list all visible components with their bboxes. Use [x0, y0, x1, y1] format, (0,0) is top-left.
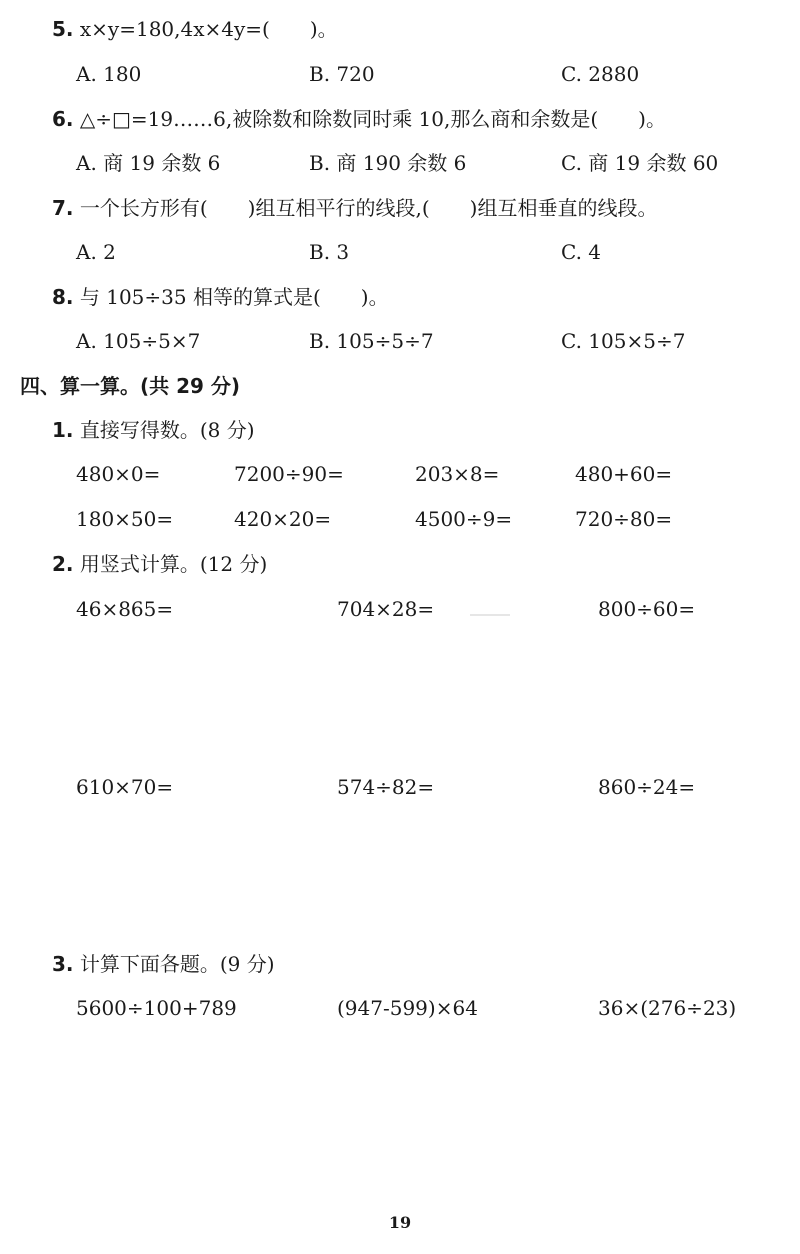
option-c: C. 105×5÷7	[561, 329, 686, 353]
option-b: B. 3	[309, 240, 350, 264]
oral-calc-item: 480×0=	[76, 462, 161, 486]
oral-calc-item: 203×8=	[415, 462, 500, 486]
part-1-heading	[52, 418, 255, 442]
scan-artifact	[470, 614, 510, 616]
oral-calc-item: 4500÷9=	[415, 507, 513, 531]
option-b: B. 720	[309, 62, 375, 86]
option-c: C. 4	[561, 240, 602, 264]
vertical-calc-item: 800÷60=	[598, 597, 696, 621]
section-title: 四、算一算。(共 29 分)	[20, 374, 241, 398]
question-stem: △÷□=19……6,被除数和除数同时乘 10,那么商和余数是( )。	[79, 107, 666, 131]
part-title: 直接写得数。(8 分)	[79, 418, 255, 442]
question-5	[52, 17, 338, 41]
question-6	[52, 107, 666, 131]
question-stem: 与 105÷35 相等的算式是( )。	[79, 285, 389, 309]
vertical-calc-item: 860÷24=	[598, 775, 696, 799]
option-c: C. 2880	[561, 62, 640, 86]
part-number: 2.	[52, 552, 74, 576]
oral-calc-item: 420×20=	[234, 507, 332, 531]
option-a: A. 2	[76, 240, 116, 264]
part-3-heading	[52, 952, 275, 976]
oral-calc-item: 480+60=	[575, 462, 673, 486]
question-number: 5.	[52, 17, 74, 41]
mixed-calc-item: 5600÷100+789	[76, 996, 237, 1020]
vertical-calc-item: 704×28=	[337, 597, 435, 621]
oral-calc-item: 7200÷90=	[234, 462, 344, 486]
question-7	[52, 196, 657, 220]
oral-calc-item: 720÷80=	[575, 507, 673, 531]
part-number: 3.	[52, 952, 74, 976]
vertical-calc-item: 46×865=	[76, 597, 174, 621]
vertical-calc-item: 610×70=	[76, 775, 174, 799]
option-a: A. 商 19 余数 6	[76, 151, 221, 175]
mixed-calc-item: (947-599)×64	[337, 996, 478, 1020]
question-number: 6.	[52, 107, 74, 131]
question-stem: 一个长方形有( )组互相平行的线段,( )组互相垂直的线段。	[79, 196, 658, 220]
page-number: 19	[388, 1213, 412, 1232]
vertical-calc-item: 574÷82=	[337, 775, 435, 799]
question-stem: x×y=180,4x×4y=( )。	[79, 17, 338, 41]
oral-calc-item: 180×50=	[76, 507, 174, 531]
option-b: B. 105÷5÷7	[309, 329, 434, 353]
question-number: 8.	[52, 285, 74, 309]
part-title: 用竖式计算。(12 分)	[79, 552, 268, 576]
question-8	[52, 285, 389, 309]
option-a: A. 105÷5×7	[76, 329, 201, 353]
part-2-heading	[52, 552, 267, 576]
question-number: 7.	[52, 196, 74, 220]
option-a: A. 180	[76, 62, 142, 86]
mixed-calc-item: 36×(276÷23)	[598, 996, 737, 1020]
part-number: 1.	[52, 418, 74, 442]
part-title: 计算下面各题。(9 分)	[79, 952, 275, 976]
option-c: C. 商 19 余数 60	[561, 151, 719, 175]
option-b: B. 商 190 余数 6	[309, 151, 467, 175]
